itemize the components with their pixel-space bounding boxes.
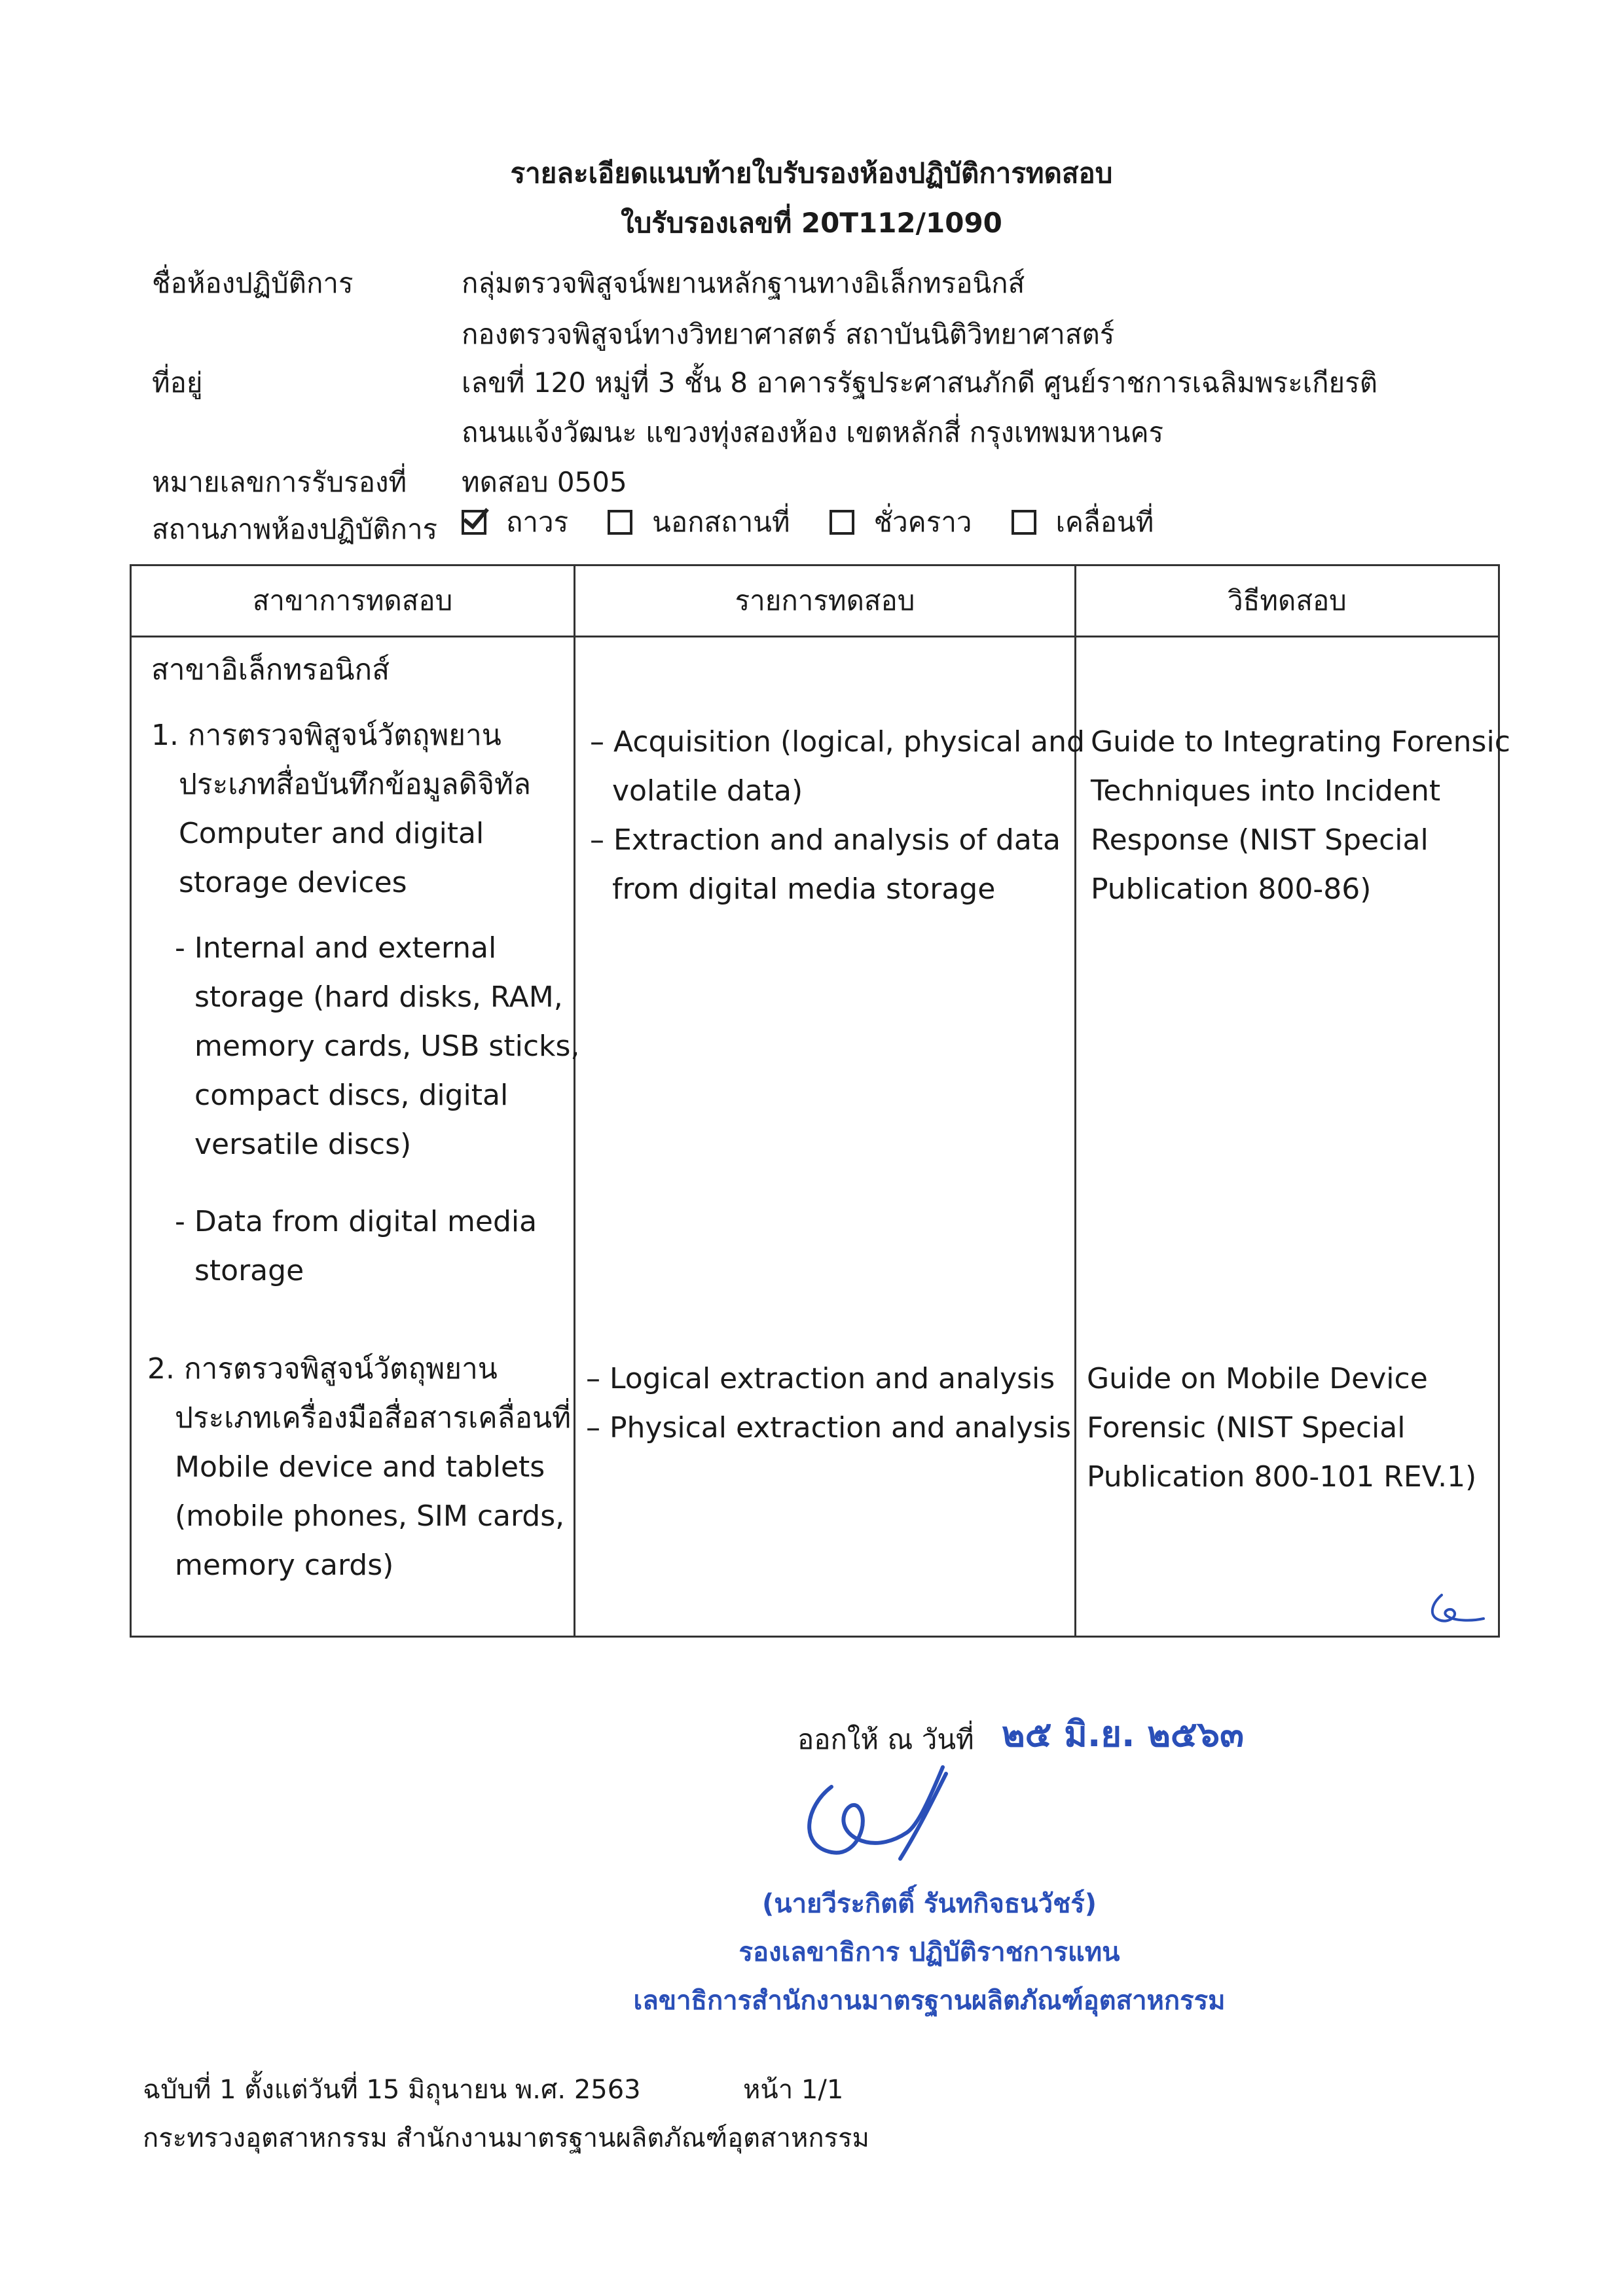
address-label: ที่อยู่	[152, 367, 203, 399]
signatory-name: (นายวีระกิตติ์ รันทกิจธนวัชร์)	[761, 1889, 1097, 1919]
method-cell	[1076, 637, 1510, 1637]
row2-item-line: – Physical extraction and analysis	[586, 1411, 1071, 1444]
row1-method-line: Publication 800-86)	[1091, 872, 1372, 906]
lab-name-line1: กลุ่มตรวจพิสูจน์พยานหลักฐานทางอิเล็กทรอนิกส์	[462, 267, 1025, 299]
footer-ministry: กระทรวงอุตสาหกรรม สำนักงานมาตรฐานผลิตภัณฑ์อุตสาหกรรม	[143, 2123, 869, 2153]
status-options	[462, 503, 1193, 542]
row2-method-line: Forensic (NIST Special	[1087, 1411, 1406, 1444]
signatory-position: รองเลขาธิการ ปฏิบัติราชการแทน	[739, 1937, 1120, 1967]
header-field: สาขาการทดสอบ	[131, 565, 575, 637]
status-option-label: ชั่วคราว	[873, 506, 972, 538]
row1-item-line: from digital media storage	[612, 872, 996, 906]
branch-name: สาขาอิเล็กทรอนิกส์	[151, 653, 390, 687]
status-option-label: เคลื่อนที่	[1055, 506, 1154, 538]
row2-method-line: Guide on Mobile Device	[1087, 1362, 1428, 1395]
row1-sub1-line: memory cards, USB sticks,	[194, 1030, 580, 1063]
issue-date-stamp: ๒๕ มิ.ย. ๒๕๖๓	[1002, 1713, 1244, 1755]
row2-item-line: – Logical extraction and analysis	[586, 1362, 1055, 1395]
status-option-label: ถาวร	[506, 506, 569, 538]
row2-field-line: Mobile device and tablets	[175, 1450, 545, 1484]
signature-image	[786, 1761, 969, 1872]
row1-item-line: volatile data)	[612, 774, 803, 808]
row2-field-line: memory cards)	[175, 1549, 394, 1582]
row1-field-line: ประเภทสื่อบันทึกข้อมูลดิจิทัล	[179, 768, 531, 801]
row1-sub1-line: compact discs, digital	[194, 1079, 509, 1112]
row1-field-line: 1. การตรวจพิสูจน์วัตถุพยาน	[151, 719, 501, 752]
header-items: รายการทดสอบ	[575, 565, 1076, 637]
row2-method-line: Publication 800-101 REV.1)	[1087, 1460, 1477, 1494]
row1-field-line: storage devices	[179, 866, 407, 899]
lab-name-label: ชื่อห้องปฏิบัติการ	[152, 267, 354, 299]
row2-field-line: 2. การตรวจพิสูจน์วัตถุพยาน	[147, 1352, 498, 1386]
row1-item-line: – Acquisition (logical, physical and	[590, 725, 1085, 759]
certificate-number: ใบรับรองเลขที่ 20T112/1090	[621, 207, 1002, 239]
document-title: รายละเอียดแนบท้ายใบรับรองห้องปฏิบัติการทดสอบ	[510, 157, 1113, 189]
row1-field-line: Computer and digital	[179, 817, 484, 850]
footer-page-number: หน้า 1/1	[743, 2075, 844, 2105]
checkbox-mobile[interactable]	[1012, 510, 1036, 535]
accreditation-value: ทดสอบ 0505	[462, 466, 627, 498]
field-cell	[131, 637, 580, 1637]
row2-field-line: ประเภทเครื่องมือสื่อสารเคลื่อนที่	[175, 1401, 572, 1435]
lab-name-line2: กองตรวจพิสูจน์ทางวิทยาศาสตร์ สถาบันนิติวิทยาศาสตร์	[462, 318, 1115, 350]
accreditation-label: หมายเลขการรับรองที่	[152, 466, 407, 498]
checkbox-temporary[interactable]	[830, 510, 854, 535]
status-label: สถานภาพห้องปฏิบัติการ	[152, 513, 438, 545]
row1-method-line: Techniques into Incident	[1091, 774, 1441, 808]
address-line2: ถนนแจ้งวัฒนะ แขวงทุ่งสองห้อง เขตหลักสี่ กรุงเทพมหานคร	[462, 416, 1164, 448]
row1-method-line: Response (NIST Special	[1091, 823, 1429, 857]
row1-sub2-line: - Data from digital media	[175, 1205, 538, 1238]
items-cell	[575, 637, 1085, 1637]
checkbox-permanent[interactable]	[462, 510, 486, 535]
address-line1: เลขที่ 120 หมู่ที่ 3 ชั้น 8 อาคารรัฐประศาสนภักดี ศูนย์ราชการเฉลิมพระเกียรติ	[462, 367, 1377, 399]
row1-method-line: Guide to Integrating Forensic	[1091, 725, 1510, 759]
checkbox-offsite[interactable]	[608, 510, 632, 535]
row2-field-line: (mobile phones, SIM cards,	[175, 1499, 565, 1533]
header-method: วิธีทดสอบ	[1076, 565, 1499, 637]
signatory-organization: เลขาธิการสำนักงานมาตรฐานผลิตภัณฑ์อุตสาหกรรม	[633, 1986, 1226, 2016]
row1-item-line: – Extraction and analysis of data	[590, 823, 1061, 857]
scope-table	[130, 564, 1510, 1638]
row1-sub1-line: storage (hard disks, RAM,	[194, 980, 563, 1014]
row1-sub1-line: versatile discs)	[194, 1128, 412, 1161]
row1-sub2-line: storage	[194, 1254, 304, 1287]
initials-mark	[1422, 1590, 1487, 1626]
footer-edition: ฉบับที่ 1 ตั้งแต่วันที่ 15 มิถุนายน พ.ศ. 2563	[143, 2075, 641, 2105]
status-option-label: นอกสถานที่	[652, 506, 790, 538]
row1-sub1-line: - Internal and external	[175, 931, 497, 965]
issue-date-label: ออกให้ ณ วันที่	[797, 1723, 974, 1755]
